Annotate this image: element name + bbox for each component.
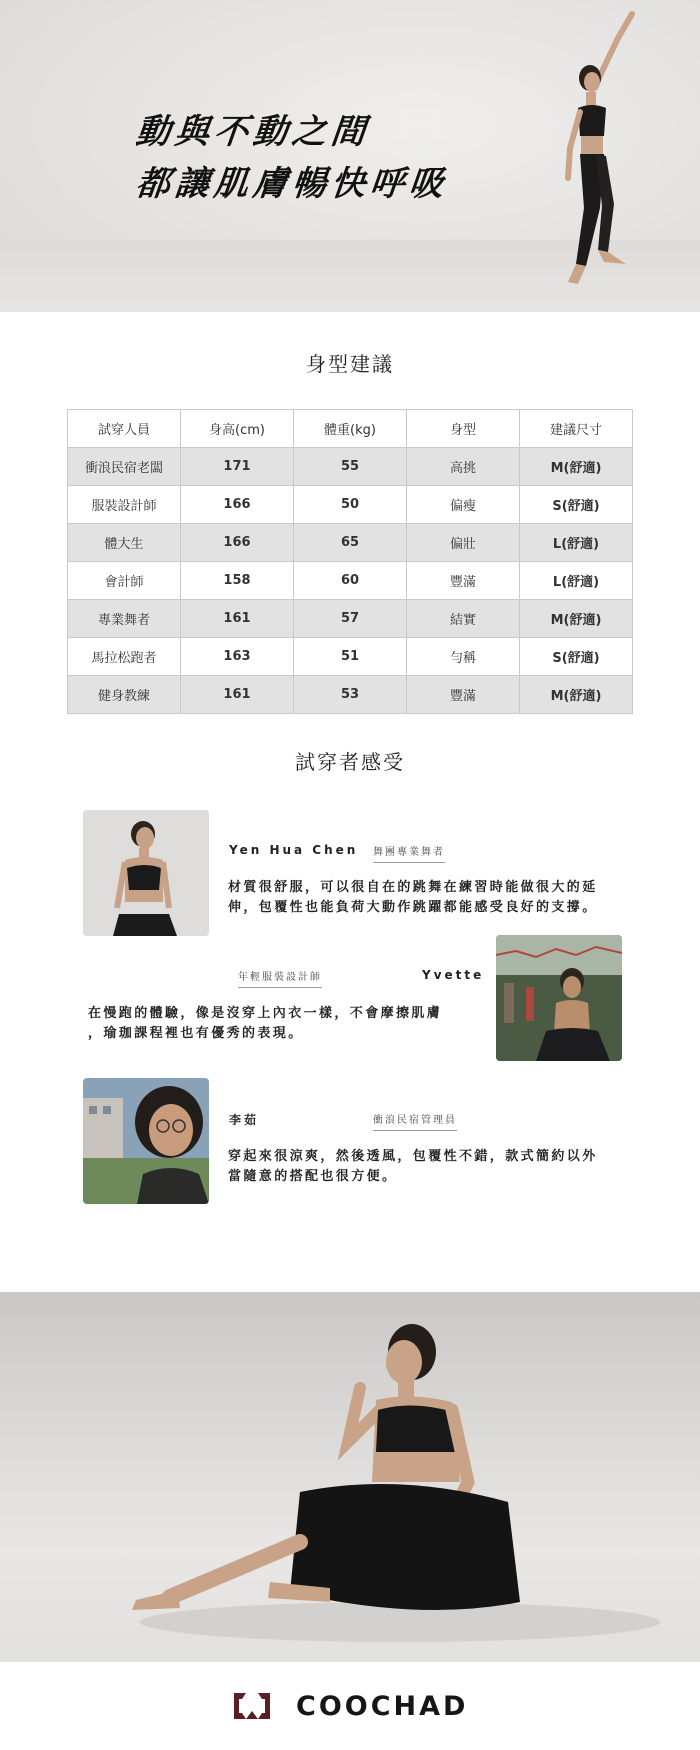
cell-tester: 專業舞者 (68, 600, 181, 638)
table-row (68, 600, 633, 638)
cell-height: 163 (181, 638, 294, 676)
cell-size: S(舒適) (520, 486, 633, 524)
reviewer-name-1: Yen Hua Chen (229, 843, 359, 857)
street-portrait-image (496, 935, 622, 1061)
table-row (68, 562, 633, 600)
cell-weight: 50 (294, 486, 407, 524)
dancer-figure-image (540, 8, 660, 308)
cell-size: L(舒適) (520, 562, 633, 600)
size-table (67, 409, 633, 714)
review-text-line: 伸，包覆性也能負荷大動作跳躍都能感受良好的支撐。 (228, 900, 598, 915)
header-tester: 試穿人員 (68, 410, 181, 448)
header-suggested-size: 建議尺寸 (520, 410, 633, 448)
table-header-row (68, 410, 633, 448)
reviewer-photo-3 (83, 1078, 209, 1204)
cell-weight: 53 (294, 676, 407, 714)
review-text-line: ，瑜珈課程裡也有優秀的表現。 (88, 1026, 304, 1041)
review-text-3 (228, 1147, 638, 1187)
table-row (68, 448, 633, 486)
cell-tester: 會計師 (68, 562, 181, 600)
brand-logo (228, 1688, 468, 1724)
review-text-line: 當隨意的搭配也很方便。 (228, 1169, 398, 1184)
cell-height: 171 (181, 448, 294, 486)
cell-height: 161 (181, 676, 294, 714)
cell-body-type: 偏瘦 (407, 486, 520, 524)
cell-size: M(舒適) (520, 448, 633, 486)
cell-size: M(舒適) (520, 600, 633, 638)
cell-body-type: 勻稱 (407, 638, 520, 676)
cell-weight: 51 (294, 638, 407, 676)
cell-tester: 服裝設計師 (68, 486, 181, 524)
table-row (68, 524, 633, 562)
cell-height: 158 (181, 562, 294, 600)
table-row (68, 638, 633, 676)
review-text-line: 材質很舒服，可以很自在的跳舞在練習時能做很大的延 (228, 880, 598, 895)
cell-body-type: 偏壯 (407, 524, 520, 562)
hero-headline (133, 106, 451, 210)
dancer-portrait-image (83, 810, 209, 936)
cell-weight: 55 (294, 448, 407, 486)
cell-tester: 體大生 (68, 524, 181, 562)
cell-body-type: 高挑 (407, 448, 520, 486)
header-weight: 體重(kg) (294, 410, 407, 448)
cell-size: M(舒適) (520, 676, 633, 714)
hero-headline-line-1: 動與不動之間 (133, 112, 373, 152)
cell-tester: 健身教練 (68, 676, 181, 714)
review-text-line: 在慢跑的體驗，像是沒穿上內衣一樣，不會摩擦肌膚 (88, 1006, 443, 1021)
size-section-title: 身型建議 (306, 352, 394, 376)
cell-weight: 60 (294, 562, 407, 600)
reviewer-name-3: 李茹 (229, 1113, 260, 1127)
table-row (68, 486, 633, 524)
seated-dancer-image (0, 1292, 700, 1662)
header-body-type: 身型 (407, 410, 520, 448)
cell-tester: 馬拉松跑者 (68, 638, 181, 676)
coochad-logo-icon (228, 1689, 276, 1723)
reviewer-role-3: 衝浪民宿管理員 (373, 1111, 457, 1131)
cell-height: 166 (181, 486, 294, 524)
cell-height: 166 (181, 524, 294, 562)
header-height: 身高(cm) (181, 410, 294, 448)
review-text-2 (88, 1004, 488, 1044)
cell-body-type: 豐滿 (407, 676, 520, 714)
cell-weight: 57 (294, 600, 407, 638)
reviewer-role-2: 年輕服裝設計師 (238, 968, 322, 988)
cell-size: S(舒適) (520, 638, 633, 676)
cell-size: L(舒適) (520, 524, 633, 562)
cell-body-type: 豐滿 (407, 562, 520, 600)
cell-weight: 65 (294, 524, 407, 562)
seated-dancer-figure (0, 1292, 700, 1662)
review-section-title: 試穿者感受 (295, 750, 405, 774)
reviewer-photo-2 (496, 935, 622, 1061)
hero-banner (0, 0, 700, 312)
review-text-line: 穿起來很涼爽，然後透風，包覆性不錯，款式簡約以外 (228, 1149, 598, 1164)
cell-tester: 衝浪民宿老闆 (68, 448, 181, 486)
reviewer-name-2: Yvette (422, 968, 485, 982)
reviewer-role-1: 舞團專業舞者 (373, 843, 445, 863)
reviewer-photo-1 (83, 810, 209, 936)
cell-body-type: 結實 (407, 600, 520, 638)
selfie-portrait-image (83, 1078, 209, 1204)
brand-name: COOCHAD (296, 1690, 469, 1722)
review-text-1 (228, 878, 638, 918)
hero-headline-line-2: 都讓肌膚暢快呼吸 (133, 164, 451, 204)
table-row (68, 676, 633, 714)
cell-height: 161 (181, 600, 294, 638)
